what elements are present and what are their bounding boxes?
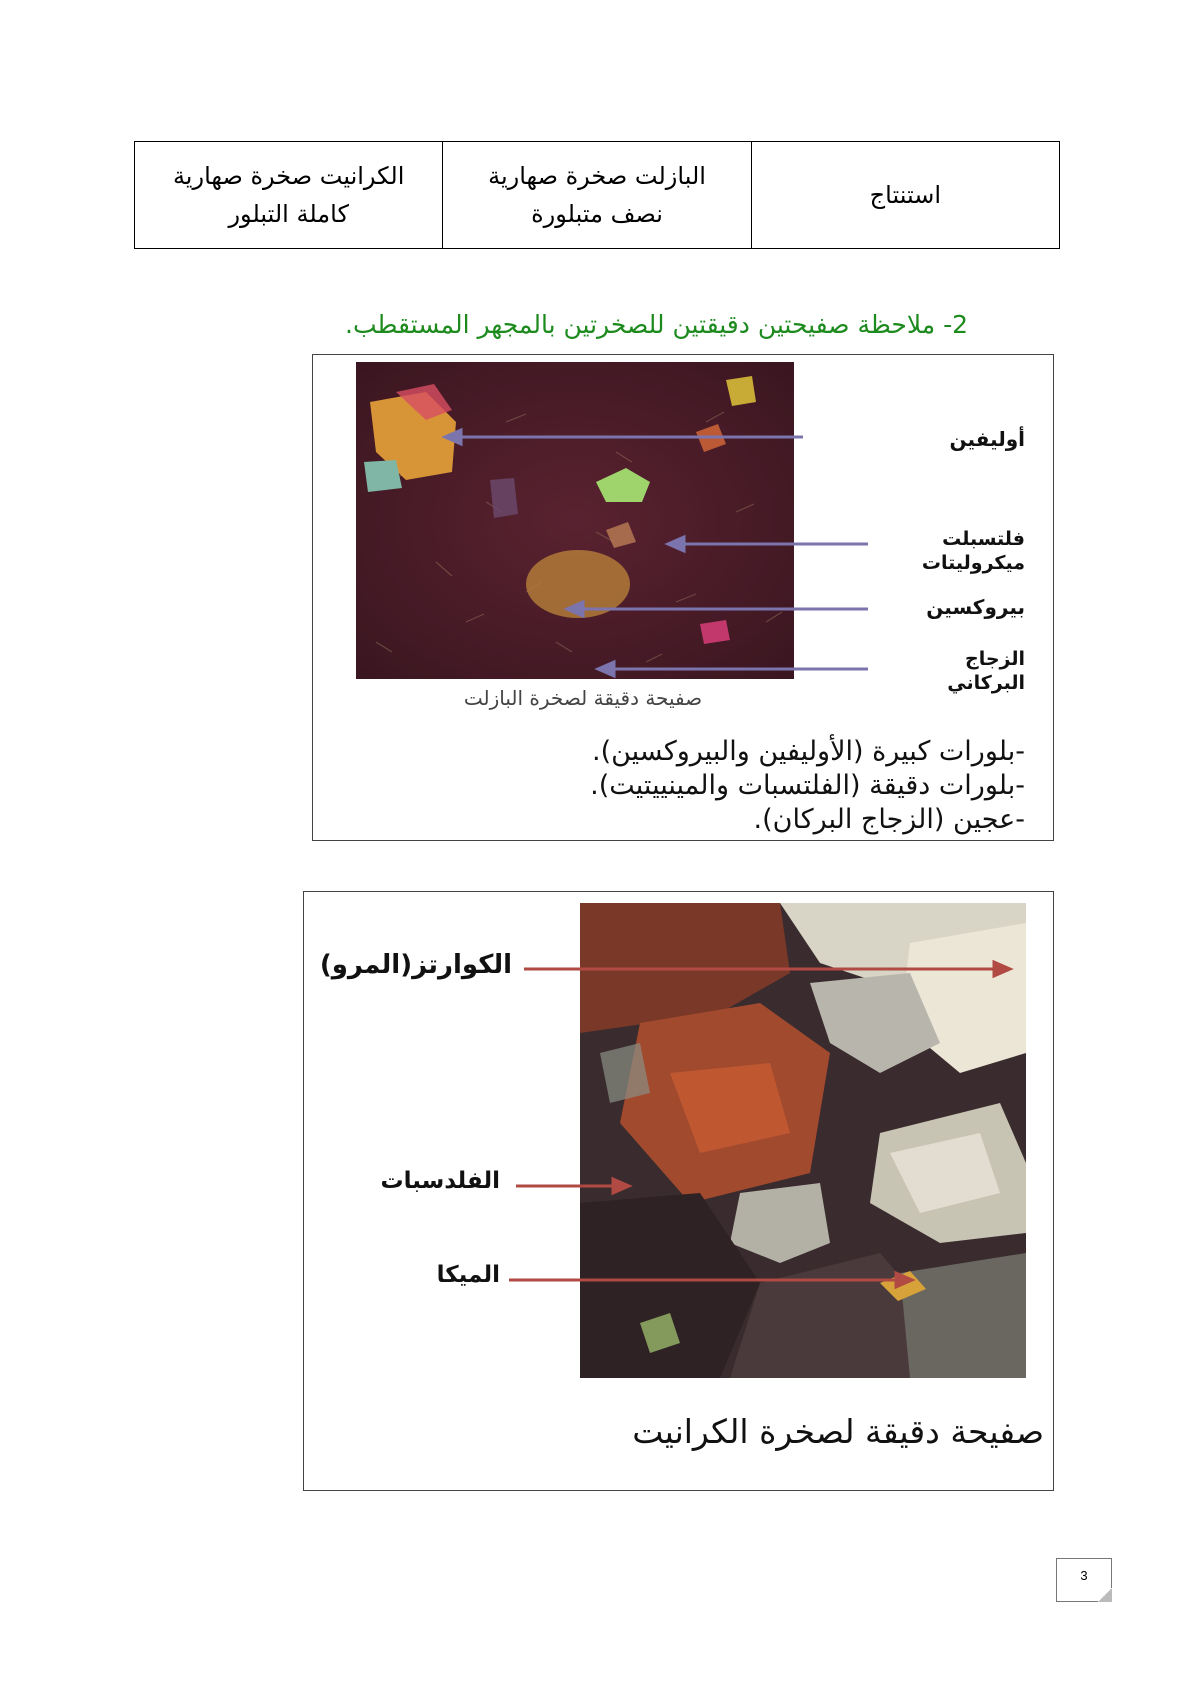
quartz-label: الكوارتز(المرو) xyxy=(319,950,512,980)
page-number-text: 3 xyxy=(1080,1568,1088,1583)
list-item: -عجين (الزجاج البركان). xyxy=(753,804,1025,835)
basalt-line2: نصف متبلورة xyxy=(531,200,663,228)
feldspar-label-line2: ميكروليتات xyxy=(921,552,1025,574)
conclusion-table xyxy=(134,141,1060,249)
granite-line2: كاملة التبلور xyxy=(228,200,349,228)
feldspar-microlites-label xyxy=(853,527,1025,575)
basalt-bullet-list xyxy=(333,735,1025,837)
feldspar-label-line1: فلتسبلت xyxy=(942,528,1025,550)
basalt-line1: البازلت صخرة صهارية xyxy=(488,162,706,190)
granite-cell xyxy=(135,142,443,249)
mica-label: الميكا xyxy=(436,1262,500,1288)
basalt-figure xyxy=(312,354,1054,841)
list-item: -بلورات كبيرة (الأوليفين والبيروكسين). xyxy=(591,736,1025,767)
page-number xyxy=(1056,1558,1112,1602)
feldspar-label: الفلدسبات xyxy=(380,1168,500,1194)
glass-label-line2: البركاني xyxy=(947,672,1025,694)
pyroxene-label: بيروكسين xyxy=(926,595,1025,619)
section-heading: 2- ملاحظة صفيحتين دقيقتين للصخرتين بالمجهر المستقطب. xyxy=(345,310,968,339)
basalt-cell xyxy=(443,142,751,249)
olivine-label: أوليفين xyxy=(949,427,1025,451)
page-fold-icon xyxy=(1098,1588,1112,1602)
volcanic-glass-label xyxy=(853,647,1025,695)
list-item: -بلورات دقيقة (الفلتسبات والمينييتيت). xyxy=(590,770,1025,801)
conclusion-label: استنتاج xyxy=(869,181,941,209)
glass-label-line1: الزجاج xyxy=(965,648,1025,670)
basalt-caption: صفيحة دقيقة لصخرة البازلت xyxy=(463,686,703,710)
granite-line1: الكرانيت صخرة صهارية xyxy=(172,162,405,190)
granite-figure xyxy=(303,891,1054,1491)
granite-caption: صفيحة دقيقة لصخرة الكرانيت xyxy=(632,1412,1044,1451)
table-row xyxy=(135,142,1060,249)
conclusion-cell xyxy=(751,142,1059,249)
